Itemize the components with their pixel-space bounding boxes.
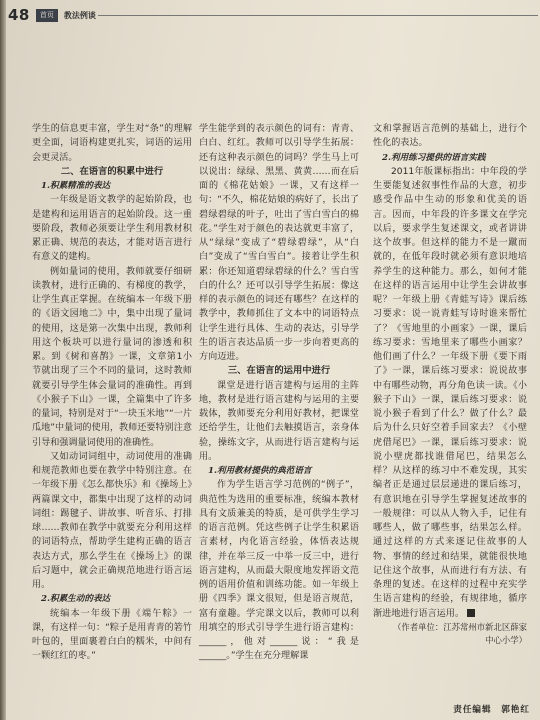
- paragraph: [373, 165, 527, 621]
- column-1: [32, 122, 192, 664]
- subsection-heading: 1.积累精准的表达: [41, 181, 111, 191]
- subsection-heading: 1.利用教材提供的典范语言: [208, 466, 312, 476]
- responsible-editor: 责任编辑 郭艳红: [453, 705, 530, 715]
- end-mark-icon: [467, 609, 475, 617]
- header-rule: [98, 15, 538, 16]
- binding-edge: [0, 0, 6, 720]
- column-2: [199, 122, 359, 664]
- paragraph: 一年级是语文教学的起始阶段，也是建构和运用语言的起始阶段。这一重要阶段，教师必须要让学生利用教材积累正确、规范的表达，才能对语言进行有意义的建构。: [32, 195, 192, 263]
- paragraph: 课堂是进行语言建构与运用的主阵地，教材是进行语言建构与运用的主要载体，教师要充分利用好教材，把课堂还给学生，让他们去触摸语言，亲身体验，操练文字，从而进行语言建构与运用。: [199, 380, 359, 462]
- section-heading: 三、在语言的运用中进行: [227, 365, 331, 377]
- paragraph: 文和掌握语言范例的基础上，进行个性化的表达。: [373, 124, 527, 149]
- subsection-heading: 2.积累生动的表达: [41, 594, 111, 605]
- section-tag: 首页: [36, 9, 58, 22]
- paragraph: 例如量词的使用，教师就要仔细研读教材，进行正确的、有梯度的教学，让学生真正掌握。在统编本一年级下册的《语文园地二》中，集中出现了量词的使用，这是第一次集中出现，教师利用这个板块可以进行量词的渗透和积累。到《树和喜鹊》一课，文章第1小节就出现了三个不同的量词，这时教师就要引导学生体会量词的准确性。再到《小猴子下山》一课，全篇集中了许多的量词，特别是对于“一块玉米地”“一片瓜地”中量词的使用，教师还要特别注意引导和强调量词使用的准确性。: [32, 266, 192, 448]
- paragraph: 学生的信息更丰富，学生对“条”的理解更全面，词语构建更扎实，词语的运用会更灵活。: [32, 124, 192, 163]
- author-affiliation: （作者单位：江苏常州市新北区薛家中心小学）: [393, 621, 527, 645]
- section-heading: 二、在语言的积累中进行: [60, 165, 164, 177]
- section-title: 教法例谈: [63, 10, 96, 20]
- paragraph: 学生能学到的表示颜色的词有：青青、白白、红红。教师可以引导学生拓展：还有这种表示颜色的词吗？学生马上可以说出：绿绿、黑黑、黄黄……而在后面的《棉花姑娘》一课，又有这样一句：“不久，棉花姑娘的病好了，长出了碧绿碧绿的叶子，吐出了雪白雪白的棉花。”学生对于颜色的表达就更丰富了，从“绿绿”变成了“碧绿碧绿”，从“白白”变成了“雪白雪白”。接着让学生积累：你还知道碧绿碧绿的什么？雪白雪白的什么？还可以引导学生拓展：像这样的表示颜色的词还有哪些？在这样的教学中，教师抓住了文本中的词语特点让学生进行具体、生动的表达，引导学生的语言表达品质一步一步向着更高的方向迈进。: [199, 124, 359, 362]
- paragraph-text: 2011年版课标指出：中年段的学生要能复述叙事性作品的大意，初步感受作品中生动的形象和优美的语言。因而，中年段的许多课文在学完以后，要求学生复述课文，或者讲讲这个故事。但这样的能力不是一蹴而就的，在低年段时就必须有意识地培养学生的这种能力。那么，如何才能在这样的语言运用中让学生会讲故事呢？一年级上册《青蛙写诗》课后练习要求：说一说青蛙写诗时谁来帮忙了？《雪地里的小画家》一课，课后练习要求：雪地里来了哪些小画家？他们画了什么？一年级下册《要下雨了》一课，课后练习要求：说说故事中有哪些动物，再分角色读一读。《小猴子下山》一课，课后练习要求：说说小猴子看到了什么？做了什么？最后为什么只好空着手回家去？《小壁虎借尾巴》一课，课后练习要求：说说小壁虎都找谁借尾巴，结果怎么样？从这样的练习中不难发现，其实编者正是通过层层递进的课后练习，有意识地在引导学生掌握复述故事的一般规律：可以从人物入手，记住有哪些人，做了哪些事，结果怎么样。通过这样的方式来逐记住故事的人物、事情的经过和结果，就能很快地记住这个故事，从而进行有方法、有条理的复述。在这样的过程中充实学生语言建构的经验，有规律地，循序渐进地进行语言运用。: [373, 166, 527, 619]
- page-number: 48: [8, 6, 30, 24]
- paragraph: 统编本一年级下册《端午粽》一课，有这样一句：“粽子是用青青的箬竹叶包的，里面裹着白白的糯米，中间有一颗红红的枣。”: [32, 608, 192, 662]
- paragraph: 又如动词词组中，动词使用的准确和规范教师也要在教学中特别注意。在一年级下册《怎么都快乐》和《操场上》两篇课文中，都集中出现了这样的动词词组：踢毽子、讲故事、听音乐、打排球……教师在教学中就要充分利用这样的词语特点，帮助学生建构正确的语言表达方式，那么学生在《操场上》的课后习题中，就会正确规范地进行语言运用。: [32, 451, 192, 590]
- subsection-heading: 2.利用练习提供的语言实践: [382, 152, 486, 163]
- paragraph: 作为学生语言学习范例的“例子”，典范性为选用的重要标准，统编本教材具有文质兼美的特质，是可供学生学习的语言范例。凭这些例子让学生积累语言素材，内化语言经验，体悟表达规律，并在举三反一中举一反三中，进行语言建构，从而最大限度地发挥语文范例的语用价值和训练功能。如一年级上册《四季》课文很短，但是语言规范，富有童趣。学完课文以后，教师可以利用填空的形式引导学生进行语言建构：______，他对______说：“我是______。”学生在充分理解课: [199, 480, 359, 662]
- column-3: [373, 122, 527, 647]
